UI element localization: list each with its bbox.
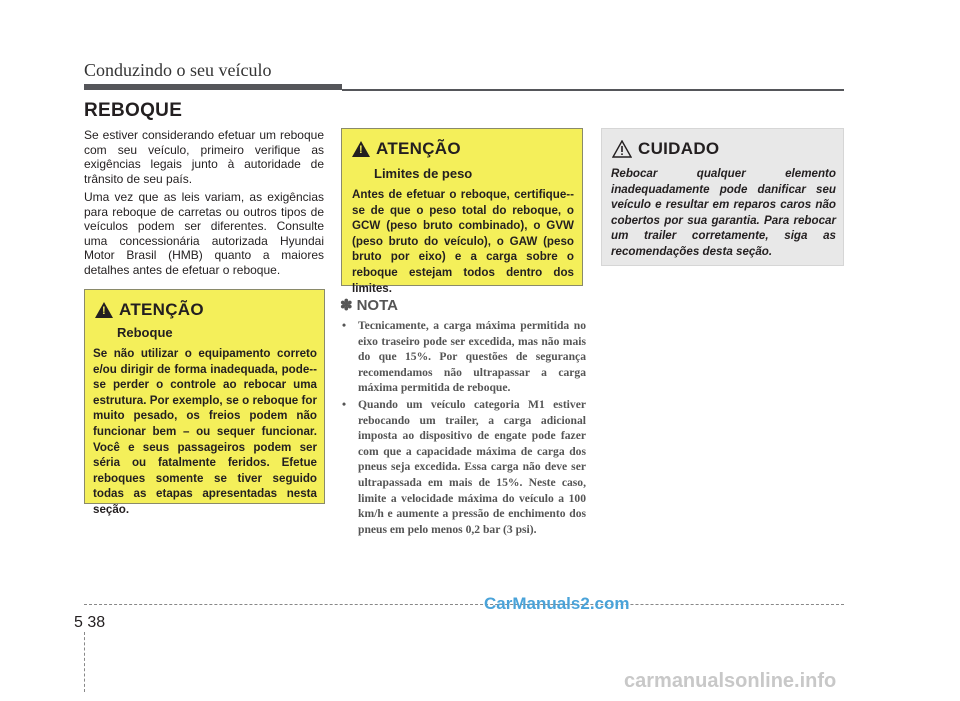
footer-dashed-line <box>84 604 844 605</box>
warning-heading: ATENÇÃO <box>376 139 461 158</box>
footer-vertical-dash <box>84 632 85 692</box>
header-bar-line <box>342 89 844 91</box>
warning-subheading: Reboque <box>117 325 173 340</box>
intro-paragraph-1: Se estiver considerando efetuar um reboque com seu veículo, primeiro verifique as exigências legais junto à autoridade de trânsito de seu país. <box>84 128 324 186</box>
caution-text: Rebocar qualquer elemento inadequadamente pode danificar seu veículo e resultar em reparos caros não cobertos por sua garantia. Para rebocar um trailer corretamente, siga as recomendações desta seção. <box>611 167 836 258</box>
bullet: • <box>342 397 347 411</box>
watermark-carmanualsonline[interactable]: carmanualsonline.info <box>624 670 837 692</box>
warning-subheading: Limites de peso <box>374 166 473 181</box>
header-bar-dark <box>84 84 342 90</box>
caution-icon <box>612 140 632 158</box>
page-number: 5 38 <box>74 614 106 631</box>
nota-list <box>340 318 586 538</box>
warning-box-peso <box>341 128 583 295</box>
warning-text: Se não utilizar o equipamento correto e/ou dirigir de forma inadequada, pode--se perder o controle ao rebocar uma estrutura. Por exemplo, se o reboque for muito pesado, os freios podem não funcionar bem – ou sequer funcionar. Você e seus passageiros podem ser séria ou fatalmente feridos. Efetue reboques somente se tiver seguido todas as etapas apresentadas nesta seção. <box>93 347 317 516</box>
nota-title: NOTA <box>356 296 398 314</box>
asterisk-icon: ✽ <box>340 297 353 314</box>
caution-box <box>601 128 844 266</box>
intro-paragraph-2: Uma vez que as leis variam, as exigências para reboque de carretas ou outros tipos de veículos podem ser diferentes. Consulte uma concessionária autorizada Hyundai Motor Brasil (HMB) quanto a maiores detalhes antes de efetuar o reboque. <box>84 190 324 277</box>
nota-heading <box>340 296 398 314</box>
list-item: • Tecnicamente, a carga máxima permitida no eixo traseiro pode ser excedida, mas não mais do que 15%. Por questões de segurança recomendamos não ultrapassar a carga máxima permitida de reboque. <box>342 319 586 395</box>
warning-icon <box>352 141 370 157</box>
section-title: REBOQUE <box>84 100 183 121</box>
watermark-carmanuals2[interactable]: CarManuals2.com <box>484 594 630 613</box>
list-item: • Quando um veículo categoria M1 estiver rebocando um trailer, a carga adicional imposta ao dispositivo de engate pode fazer com que a capacidade máxima de carga dos pneus seja excedida. Essa carga não deve ser ultrapassada em mais de 15%. Neste caso, limite a velocidade máxima do veículo a 100 km/h e aumente a pressão de enchimento dos pneus em pelo menos 0,2 bar (3 psi). <box>342 397 586 536</box>
warning-heading: ATENÇÃO <box>119 300 204 319</box>
warning-text: Antes de efetuar o reboque, certifique--se de que o peso total do reboque, o GCW (peso bruto combinado), o GVW (peso bruto do veículo), o GAW (peso bruto por eixo) e a carga sobre o reboque estejam todos dentro dos limites. <box>352 188 574 295</box>
warning-box-reboque <box>84 289 325 516</box>
bullet: • <box>342 319 347 332</box>
header-title: Conduzindo o seu veículo <box>84 60 272 80</box>
caution-heading: CUIDADO <box>638 139 720 158</box>
warning-icon <box>95 302 113 318</box>
